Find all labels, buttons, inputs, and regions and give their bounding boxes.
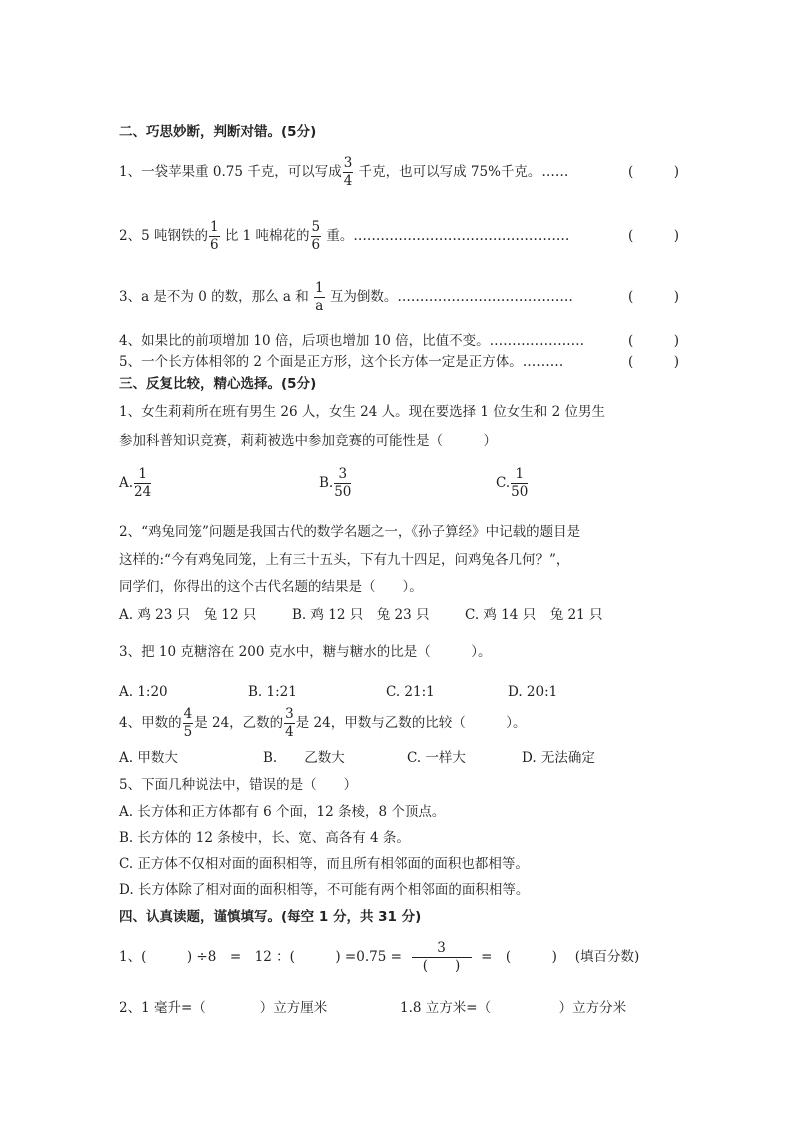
q-text: 是 24，甲数与乙数的比较（ ）。 xyxy=(295,715,527,731)
option-c[interactable]: C. 鸡 14 只 兔 21 只 xyxy=(465,607,603,623)
fill-q1 xyxy=(119,940,639,975)
fraction xyxy=(183,706,194,741)
numerator: 1 xyxy=(511,466,528,484)
answer-blank[interactable]: ( ) xyxy=(628,333,680,349)
numerator: 5 xyxy=(311,219,321,235)
judge-q3 xyxy=(119,280,573,315)
answer-blank[interactable]: ( ) xyxy=(628,164,680,180)
option-label: C. xyxy=(496,475,511,491)
fraction xyxy=(134,466,151,501)
fill-q2-part2: 1.8 立方米=（ ）立方分米 xyxy=(400,1000,627,1016)
option-a[interactable]: A. 鸡 23 只 兔 12 只 xyxy=(119,607,257,623)
option-c[interactable]: C. 一样大 xyxy=(407,750,466,766)
fraction xyxy=(334,466,351,501)
fraction xyxy=(209,219,220,254)
denominator: 4 xyxy=(343,173,353,189)
q-text: 4、甲数的 xyxy=(119,715,182,731)
option-d[interactable]: D. 无法确定 xyxy=(522,750,595,766)
q-text: 1、( ) ÷8 = 12 ：( ) =0.75 = xyxy=(119,949,402,965)
fraction xyxy=(343,155,354,190)
fraction xyxy=(284,706,295,741)
choice-q2-line2: 这样的:“今有鸡兔同笼，上有三十五头，下有九十四足，问鸡兔各几何？”， xyxy=(119,552,570,568)
option-c[interactable] xyxy=(496,466,529,501)
option-b[interactable]: B. 鸡 12 只 兔 23 只 xyxy=(292,607,430,623)
option-d[interactable]: D. 长方体除了相对面的面积相等，不可能有两个相邻面的面积相等。 xyxy=(119,882,530,898)
option-a[interactable]: A. 长方体和正方体都有 6 个面，12 条棱，8 个顶点。 xyxy=(119,804,446,820)
option-a[interactable]: A. 1:20 xyxy=(119,684,168,700)
denominator: 50 xyxy=(511,484,529,500)
denominator: 6 xyxy=(311,237,321,253)
q-text: 互为倒数。………………………………… xyxy=(325,289,573,305)
numerator: 3 xyxy=(343,155,353,171)
option-d[interactable]: D. 20:1 xyxy=(508,684,558,700)
fraction xyxy=(314,280,325,315)
numerator: 4 xyxy=(183,706,193,722)
judge-q4: 4、如果比的前项增加 10 倍，后项也增加 10 倍，比值不变。………………… xyxy=(119,333,585,349)
numerator: 3 xyxy=(412,940,472,958)
q-text: 千克，也可以写成 75%千克。…… xyxy=(354,164,569,180)
numerator: 3 xyxy=(334,466,351,484)
option-label: B. xyxy=(319,475,334,491)
choice-q1-line1: 1、女生莉莉所在班有男生 26 人，女生 24 人。现在要选择 1 位女生和 2 位男生 xyxy=(119,404,605,420)
option-b[interactable]: B. 乙数大 xyxy=(263,750,345,766)
section-2-title: 二、巧思妙断，判断对错。(5分) xyxy=(119,124,317,140)
q-text: 2、5 吨钢铁的 xyxy=(119,228,208,244)
option-c[interactable]: C. 正方体不仅相对面的面积相等，而且所有相邻面的面积也都相等。 xyxy=(119,856,529,872)
fill-q2-part1: 2、1 毫升=（ ）立方厘米 xyxy=(119,1000,328,1016)
numerator: 1 xyxy=(315,280,324,296)
option-b[interactable]: B. 1:21 xyxy=(248,684,297,700)
denominator[interactable]: ( ) xyxy=(422,958,461,974)
q-text: 重。………………………………………… xyxy=(322,228,570,244)
answer-blank[interactable]: ( ) xyxy=(628,289,680,305)
fraction xyxy=(311,219,322,254)
judge-q2 xyxy=(119,219,569,254)
option-b[interactable] xyxy=(319,466,352,501)
denominator: 5 xyxy=(183,724,193,740)
answer-blank[interactable]: ( ) xyxy=(628,228,680,244)
numerator: 1 xyxy=(209,219,219,235)
answer-blank[interactable]: ( ) xyxy=(628,354,680,370)
q-text: 1、一袋苹果重 0.75 千克，可以写成 xyxy=(119,164,342,180)
section-3-title: 三、反复比较，精心选择。(5分) xyxy=(119,376,317,392)
choice-q4 xyxy=(119,706,527,741)
fraction xyxy=(511,466,528,501)
option-b[interactable]: B. 长方体的 12 条棱中，长、宽、高各有 4 条。 xyxy=(119,830,410,846)
choice-q2-line3: 同学们，你得出的这个古代名题的结果是（ ）。 xyxy=(119,579,423,595)
numerator: 1 xyxy=(134,466,151,484)
denominator: 24 xyxy=(134,484,152,500)
denominator: a xyxy=(315,298,324,314)
section-4-title: 四、认真读题，谨慎填写。(每空 1 分，共 31 分) xyxy=(119,909,422,925)
option-a[interactable] xyxy=(119,466,152,501)
choice-q5: 5、下面几种说法中，错误的是（ ） xyxy=(119,777,358,793)
denominator: 4 xyxy=(285,724,294,740)
denominator: 6 xyxy=(209,237,219,253)
option-c[interactable]: C. 21:1 xyxy=(386,684,435,700)
choice-q2-line1: 2、“鸡兔同笼”问题是我国古代的数学名题之一，《孙子算经》中记载的题目是 xyxy=(119,524,581,540)
q-text: 是 24，乙数的 xyxy=(194,715,284,731)
choice-q1-line2: 参加科普知识竞赛，莉莉被选中参加竞赛的可能性是（ ） xyxy=(119,433,497,449)
denominator: 50 xyxy=(334,484,352,500)
judge-q5: 5、一个长方体相邻的 2 个面是正方形，这个长方体一定是正方体。……… xyxy=(119,354,564,370)
option-label: A. xyxy=(119,475,134,491)
choice-q3: 3、把 10 克糖溶在 200 克水中，糖与糖水的比是（ ）。 xyxy=(119,644,492,660)
q-text: 比 1 吨棉花的 xyxy=(220,228,310,244)
q-text: 3、a 是不为 0 的数，那么 a 和 xyxy=(119,289,314,305)
q-text: = ( ) (填百分数) xyxy=(481,949,640,965)
numerator: 3 xyxy=(285,706,294,722)
fraction xyxy=(412,940,472,975)
option-a[interactable]: A. 甲数大 xyxy=(119,750,178,766)
judge-q1 xyxy=(119,155,568,190)
